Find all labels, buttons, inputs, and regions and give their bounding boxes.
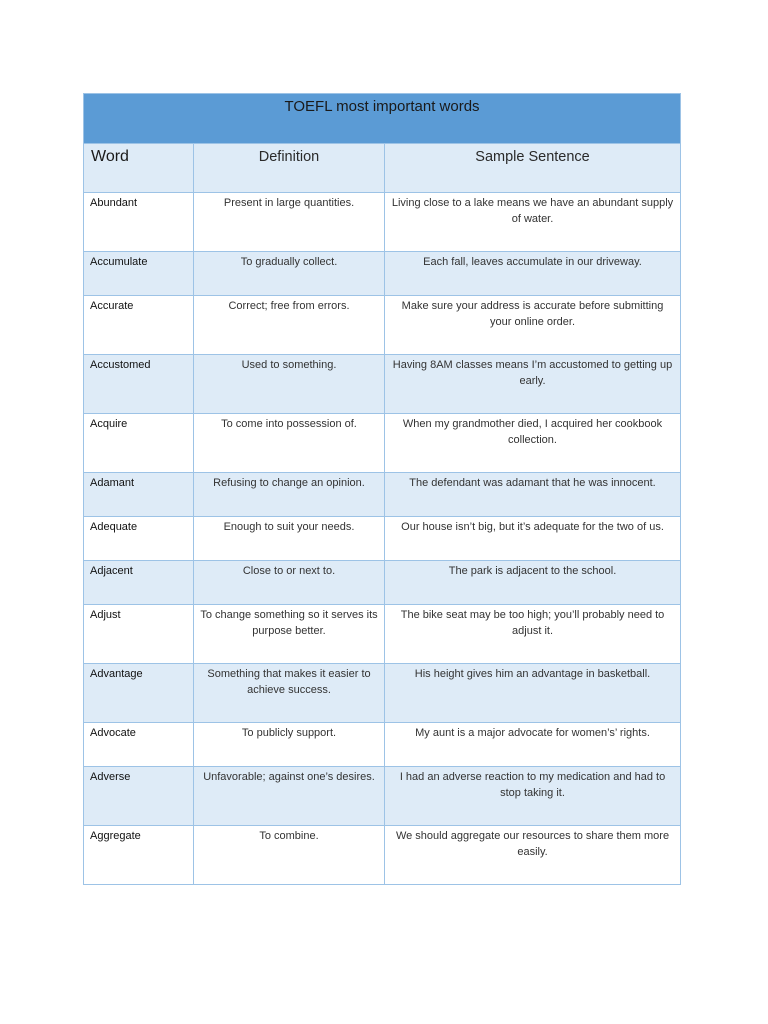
definition-cell: Correct; free from errors.: [194, 296, 385, 355]
word-cell: Accurate: [84, 296, 194, 355]
definition-cell: Close to or next to.: [194, 561, 385, 605]
header-row: [84, 144, 681, 193]
table-row: [84, 723, 681, 767]
word-cell: Adamant: [84, 473, 194, 517]
table-row: [84, 252, 681, 296]
table-row: [84, 561, 681, 605]
table-row: [84, 767, 681, 826]
definition-cell: Something that makes it easier to achieve success.: [194, 664, 385, 723]
title-row: [84, 94, 681, 144]
word-cell: Adjust: [84, 605, 194, 664]
sentence-cell: The bike seat may be too high; you’ll probably need to adjust it.: [385, 605, 681, 664]
definition-cell: To publicly support.: [194, 723, 385, 767]
table-row: [84, 826, 681, 885]
sentence-cell: Our house isn’t big, but it’s adequate for the two of us.: [385, 517, 681, 561]
sentence-cell: When my grandmother died, I acquired her cookbook collection.: [385, 414, 681, 473]
definition-cell: Refusing to change an opinion.: [194, 473, 385, 517]
sentence-cell: Each fall, leaves accumulate in our driveway.: [385, 252, 681, 296]
sentence-cell: Living close to a lake means we have an abundant supply of water.: [385, 193, 681, 252]
word-cell: Adverse: [84, 767, 194, 826]
word-cell: Accustomed: [84, 355, 194, 414]
word-cell: Advantage: [84, 664, 194, 723]
sentence-cell: His height gives him an advantage in basketball.: [385, 664, 681, 723]
sentence-cell: The park is adjacent to the school.: [385, 561, 681, 605]
sentence-cell: Having 8AM classes means I’m accustomed to getting up early.: [385, 355, 681, 414]
definition-cell: Used to something.: [194, 355, 385, 414]
table-row: [84, 355, 681, 414]
table-row: [84, 296, 681, 355]
table-row: [84, 193, 681, 252]
definition-cell: To come into possession of.: [194, 414, 385, 473]
definition-cell: Present in large quantities.: [194, 193, 385, 252]
definition-cell: To change something so it serves its purpose better.: [194, 605, 385, 664]
word-cell: Advocate: [84, 723, 194, 767]
header-sentence: Sample Sentence: [385, 144, 681, 193]
definition-cell: To gradually collect.: [194, 252, 385, 296]
word-cell: Adequate: [84, 517, 194, 561]
sentence-cell: The defendant was adamant that he was innocent.: [385, 473, 681, 517]
vocabulary-table: [83, 93, 681, 885]
table-row: [84, 473, 681, 517]
sentence-cell: My aunt is a major advocate for women’s’ rights.: [385, 723, 681, 767]
sentence-cell: Make sure your address is accurate before submitting your online order.: [385, 296, 681, 355]
table-title: TOEFL most important words: [284, 98, 480, 115]
definition-cell: To combine.: [194, 826, 385, 885]
table-row: [84, 605, 681, 664]
table-row: [84, 664, 681, 723]
sentence-cell: I had an adverse reaction to my medication and had to stop taking it.: [385, 767, 681, 826]
table-row: [84, 517, 681, 561]
definition-cell: Unfavorable; against one’s desires.: [194, 767, 385, 826]
table-title-cell: [84, 94, 681, 144]
word-cell: Acquire: [84, 414, 194, 473]
word-cell: Adjacent: [84, 561, 194, 605]
table-row: [84, 414, 681, 473]
sentence-cell: We should aggregate our resources to share them more easily.: [385, 826, 681, 885]
word-cell: Abundant: [84, 193, 194, 252]
header-word: Word: [84, 144, 194, 193]
header-definition: Definition: [194, 144, 385, 193]
definition-cell: Enough to suit your needs.: [194, 517, 385, 561]
word-cell: Aggregate: [84, 826, 194, 885]
word-cell: Accumulate: [84, 252, 194, 296]
